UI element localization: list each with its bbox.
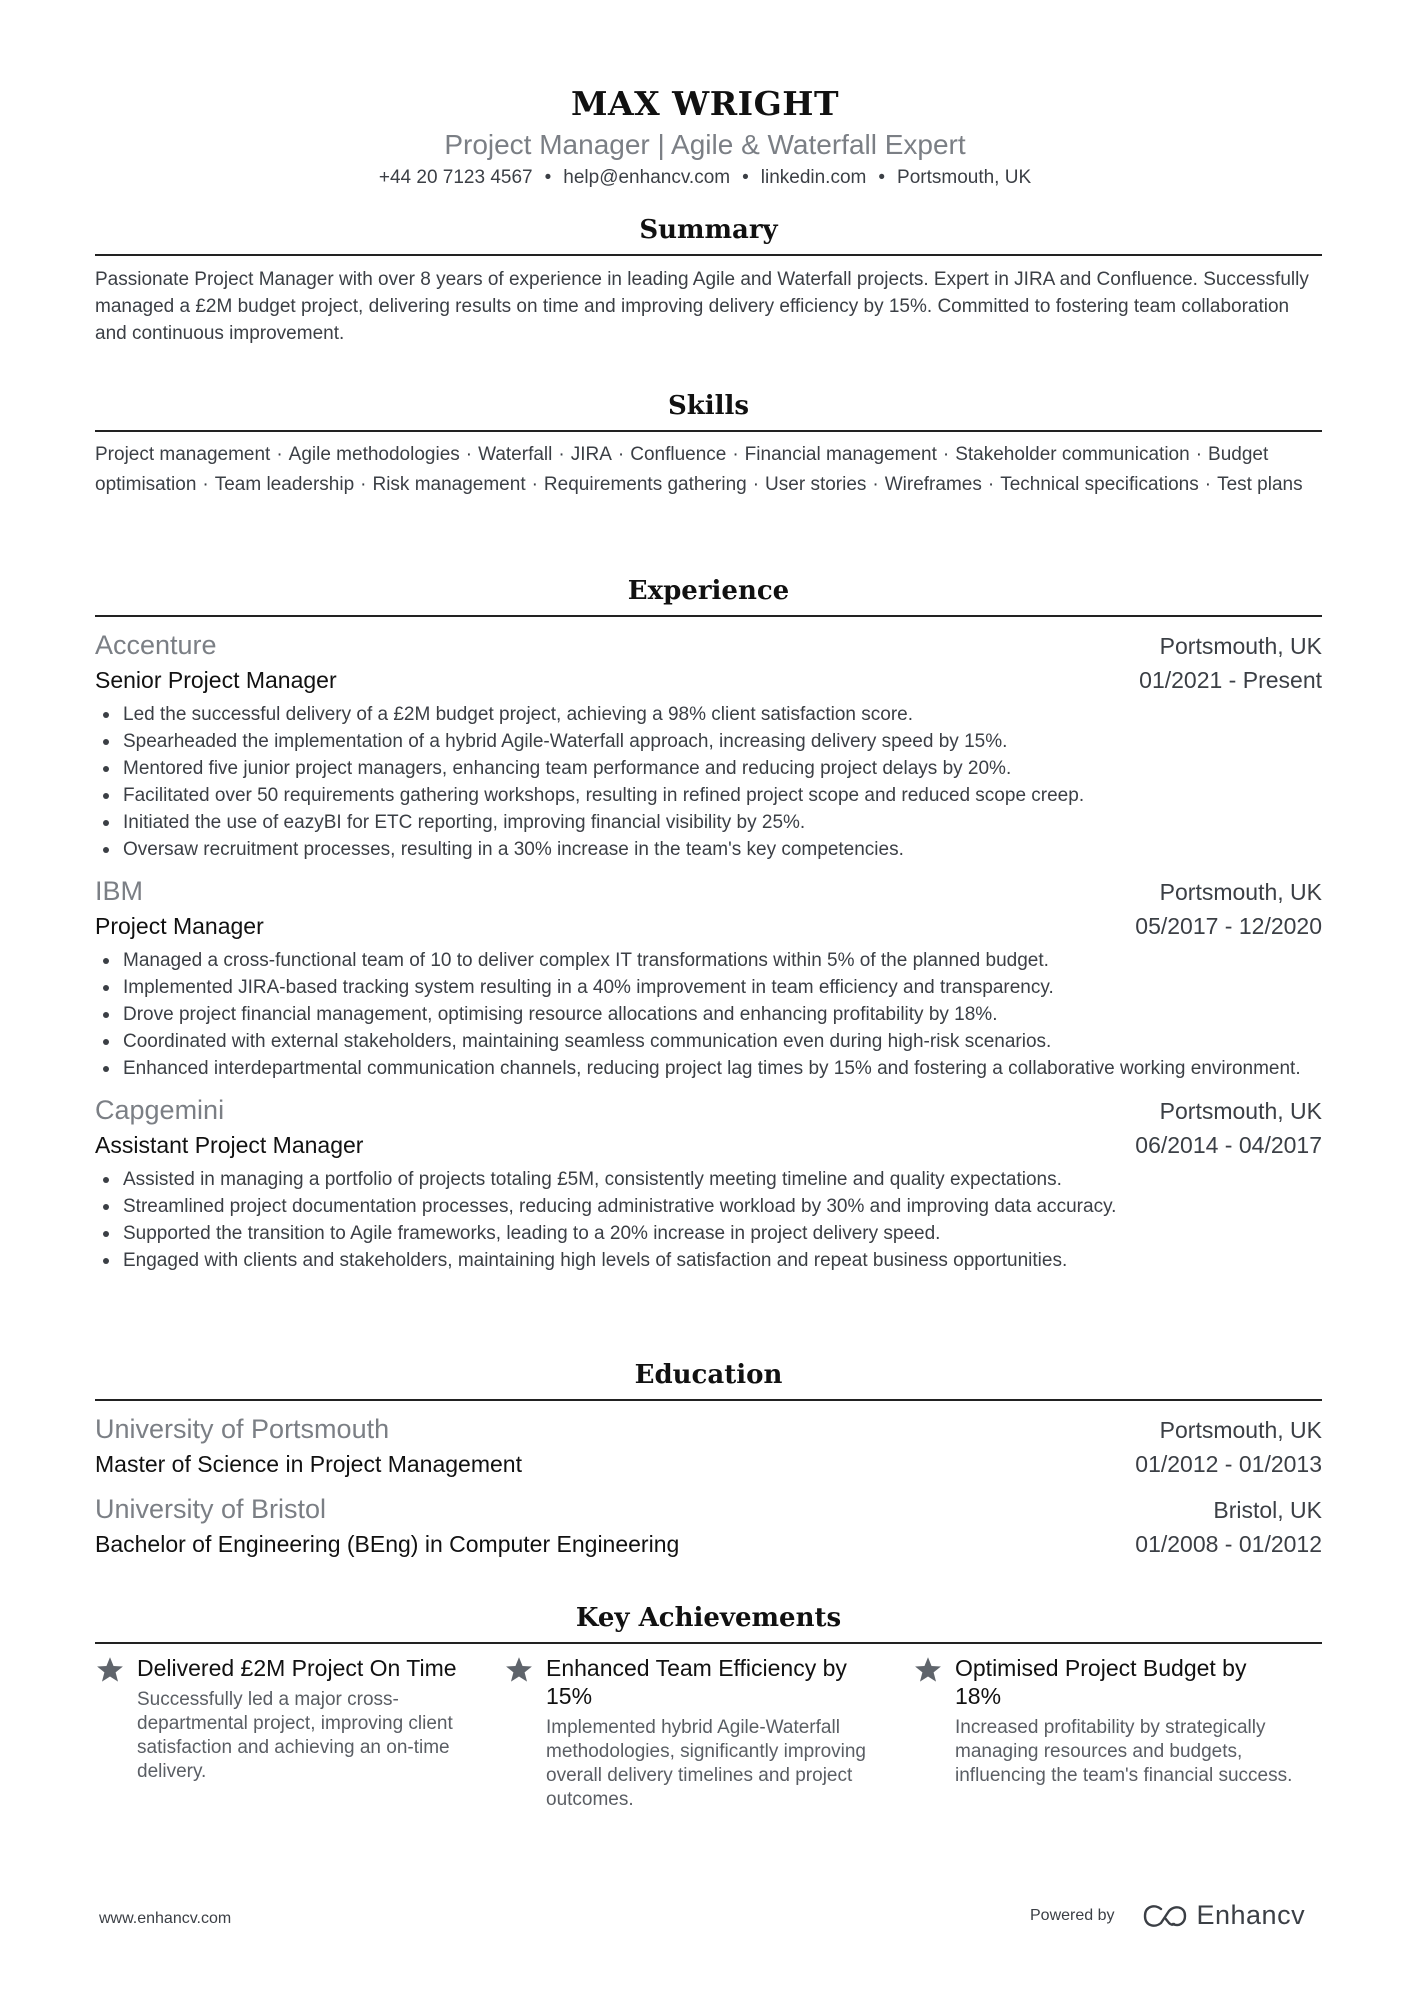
- job-bullets: [95, 701, 1322, 863]
- bullet-item: Drove project financial management, optimising resource allocations and enhancing profitability by 18%.: [123, 1001, 1322, 1028]
- skill-separator: ·: [360, 474, 367, 495]
- job-title: Assistant Project Manager: [95, 1132, 364, 1158]
- bullet-item: Initiated the use of eazyBI for ETC reporting, improving financial visibility by 25%.: [123, 809, 1322, 836]
- job-role-row: [95, 1128, 1322, 1162]
- job-list: [95, 627, 1322, 1274]
- skill-separator: ·: [202, 474, 209, 495]
- bullet-item: Engaged with clients and stakeholders, maintaining high levels of satisfaction and repeat business opportunities.: [123, 1247, 1322, 1274]
- job-location: Portsmouth, UK: [1159, 633, 1322, 659]
- job-location: Portsmouth, UK: [1159, 879, 1322, 905]
- section-title: Experience: [95, 573, 1322, 617]
- achievement-description: Increased profitability by strategically managing resources and budgets, influencing the team's financial success.: [955, 1717, 1293, 1786]
- candidate-headline: Project Manager | Agile & Waterfall Expert: [444, 129, 966, 160]
- achievement-list: [95, 1654, 1322, 1812]
- summary-text: Passionate Project Manager with over 8 years of experience in leading Agile and Waterfall projects. Expert in JIRA and Confluence. Successfully managed a £2M budget project, delivering results on time and improving delivery efficiency by 15%. Committed to fostering team collaboration and continuous improvement.: [95, 269, 1309, 344]
- job-bullets: [95, 1166, 1322, 1274]
- company-name: Capgemini: [95, 1095, 225, 1125]
- star-icon: [95, 1654, 137, 1689]
- skill-item: Wireframes: [884, 474, 982, 495]
- candidate-name: MAX WRIGHT: [570, 84, 840, 123]
- degree: Master of Science in Project Management: [95, 1451, 522, 1477]
- achievement-body: [137, 1654, 477, 1784]
- education-entry: [95, 1411, 1322, 1481]
- job-dates: 05/2017 - 12/2020: [1135, 913, 1322, 939]
- company-name: Accenture: [95, 630, 217, 660]
- education-entry: [95, 1491, 1322, 1561]
- star-icon: [913, 1654, 955, 1689]
- bullet-item: Assisted in managing a portfolio of projects totaling £5M, consistently meeting timeline and quality expectations.: [123, 1166, 1322, 1193]
- skill-item: Technical specifications: [1000, 474, 1199, 495]
- job-dates: 06/2014 - 04/2017: [1135, 1132, 1322, 1158]
- achievement-title: Enhanced Team Efficiency by 15%: [546, 1655, 847, 1709]
- bullet-item: Oversaw recruitment processes, resulting in a 30% increase in the team's key competencies.: [123, 836, 1322, 863]
- job-role-row: [95, 663, 1322, 697]
- school-name: University of Portsmouth: [95, 1414, 390, 1444]
- skill-item: Risk management: [372, 474, 526, 495]
- skill-separator: ·: [1204, 474, 1212, 495]
- footer-branding: [1030, 1900, 1305, 1931]
- skill-item: Budget optimisation: [95, 444, 1269, 495]
- achievement-item: [95, 1654, 504, 1812]
- skill-item: Agile methodologies: [288, 444, 460, 465]
- job-title: Project Manager: [95, 913, 264, 939]
- skills-section: [95, 388, 1322, 500]
- section-title: Summary: [95, 212, 1322, 256]
- phone: +44 20 7123 4567: [378, 167, 533, 188]
- education-degree-row: [95, 1527, 1322, 1561]
- skill-separator: ·: [465, 444, 473, 465]
- skill-item: Team leadership: [214, 474, 355, 495]
- skill-separator: ·: [558, 444, 565, 465]
- linkedin-link[interactable]: linkedin.com: [760, 167, 867, 188]
- education-section: [95, 1357, 1322, 1561]
- achievement-body: [546, 1654, 886, 1812]
- school-location: Portsmouth, UK: [1159, 1417, 1322, 1443]
- skill-item: Financial management: [744, 444, 937, 465]
- job-dates: 01/2021 - Present: [1139, 667, 1322, 693]
- bullet-item: Implemented JIRA-based tracking system resulting in a 40% improvement in team efficiency and transparency.: [123, 974, 1322, 1001]
- skill-separator: ·: [617, 444, 625, 465]
- job-bullets: [95, 947, 1322, 1082]
- skills-list: [95, 440, 1322, 500]
- resume-header: [0, 82, 1410, 192]
- skill-separator: ·: [531, 474, 538, 495]
- brand-name: Enhancv: [1196, 1900, 1306, 1930]
- section-title: Skills: [95, 388, 1322, 432]
- company-name: IBM: [95, 876, 144, 906]
- skill-item: JIRA: [570, 444, 612, 465]
- skill-item: User stories: [765, 474, 867, 495]
- achievement-item: [913, 1654, 1322, 1812]
- education-header-row: [95, 1491, 1322, 1527]
- star-icon: [504, 1654, 546, 1689]
- job-header-row: [95, 873, 1322, 909]
- achievement-description: Implemented hybrid Agile-Waterfall methodologies, significantly improving overall delivery timelines and project outcomes.: [546, 1717, 866, 1810]
- section-title: Education: [95, 1357, 1322, 1401]
- footer-website[interactable]: www.enhancv.com: [99, 1910, 232, 1927]
- bullet-item: Managed a cross-functional team of 10 to deliver complex IT transformations within 5% of the planned budget.: [123, 947, 1322, 974]
- bullet-item: Mentored five junior project managers, enhancing team performance and reducing project delays by 20%.: [123, 755, 1322, 782]
- education-dates: 01/2008 - 01/2012: [1135, 1531, 1322, 1557]
- education-header-row: [95, 1411, 1322, 1447]
- skill-separator: ·: [752, 474, 760, 495]
- skill-separator: ·: [987, 474, 995, 495]
- section-title: Key Achievements: [95, 1600, 1322, 1644]
- skill-item: Stakeholder communication: [955, 444, 1190, 465]
- bullet-item: Enhanced interdepartmental communication channels, reducing project lag times by 15% and fostering a collaborative working environment.: [123, 1055, 1322, 1082]
- job-entry: [95, 627, 1322, 863]
- job-entry: [95, 873, 1322, 1082]
- skill-item: Confluence: [630, 444, 727, 465]
- skill-item: Waterfall: [478, 444, 553, 465]
- skill-separator: ·: [1195, 444, 1203, 465]
- achievement-title: Delivered £2M Project On Time: [137, 1655, 457, 1681]
- education-dates: 01/2012 - 01/2013: [1135, 1451, 1322, 1477]
- summary-section: [95, 212, 1322, 347]
- experience-section: [95, 573, 1322, 1274]
- separator: •: [878, 167, 886, 188]
- job-role-row: [95, 909, 1322, 943]
- bullet-item: Streamlined project documentation processes, reducing administrative workload by 30% and improving data accuracy.: [123, 1193, 1322, 1220]
- job-entry: [95, 1092, 1322, 1274]
- skill-separator: ·: [276, 444, 283, 465]
- contact-line: [0, 164, 1410, 192]
- skill-item: Requirements gathering: [543, 474, 747, 495]
- enhancv-logo-icon: [1141, 1903, 1189, 1929]
- achievement-item: [504, 1654, 913, 1812]
- job-title: Senior Project Manager: [95, 667, 337, 693]
- skill-item: Project management: [95, 444, 271, 465]
- job-location: Portsmouth, UK: [1159, 1098, 1322, 1124]
- achievement-description: Successfully led a major cross-departmental project, improving client satisfaction and achieving an on-time delivery.: [137, 1689, 453, 1782]
- separator: •: [544, 167, 552, 188]
- education-degree-row: [95, 1447, 1322, 1481]
- school-name: University of Bristol: [95, 1494, 327, 1524]
- skill-item: Test plans: [1217, 474, 1303, 495]
- education-list: [95, 1411, 1322, 1561]
- achievements-section: [95, 1600, 1322, 1812]
- bullet-item: Led the successful delivery of a £2M budget project, achieving a 98% client satisfaction score.: [123, 701, 1322, 728]
- bullet-item: Coordinated with external stakeholders, maintaining seamless communication even during high-risk scenarios.: [123, 1028, 1322, 1055]
- separator: •: [742, 167, 749, 188]
- bullet-item: Supported the transition to Agile frameworks, leading to a 20% increase in project delivery speed.: [123, 1220, 1322, 1247]
- achievement-title: Optimised Project Budget by 18%: [955, 1655, 1247, 1709]
- location: Portsmouth, UK: [897, 167, 1032, 188]
- bullet-item: Spearheaded the implementation of a hybrid Agile-Waterfall approach, increasing delivery speed by 15%.: [123, 728, 1322, 755]
- skill-separator: ·: [872, 474, 879, 495]
- job-header-row: [95, 627, 1322, 663]
- powered-by-label: Powered by: [1030, 1906, 1115, 1924]
- achievement-body: [955, 1654, 1295, 1788]
- job-header-row: [95, 1092, 1322, 1128]
- skill-separator: ·: [942, 444, 950, 465]
- skill-separator: ·: [732, 444, 739, 465]
- email-link[interactable]: help@enhancv.com: [563, 167, 731, 188]
- bullet-item: Facilitated over 50 requirements gathering workshops, resulting in refined project scope and reduced scope creep.: [123, 782, 1322, 809]
- school-location: Bristol, UK: [1213, 1497, 1322, 1523]
- degree: Bachelor of Engineering (BEng) in Computer Engineering: [95, 1531, 680, 1557]
